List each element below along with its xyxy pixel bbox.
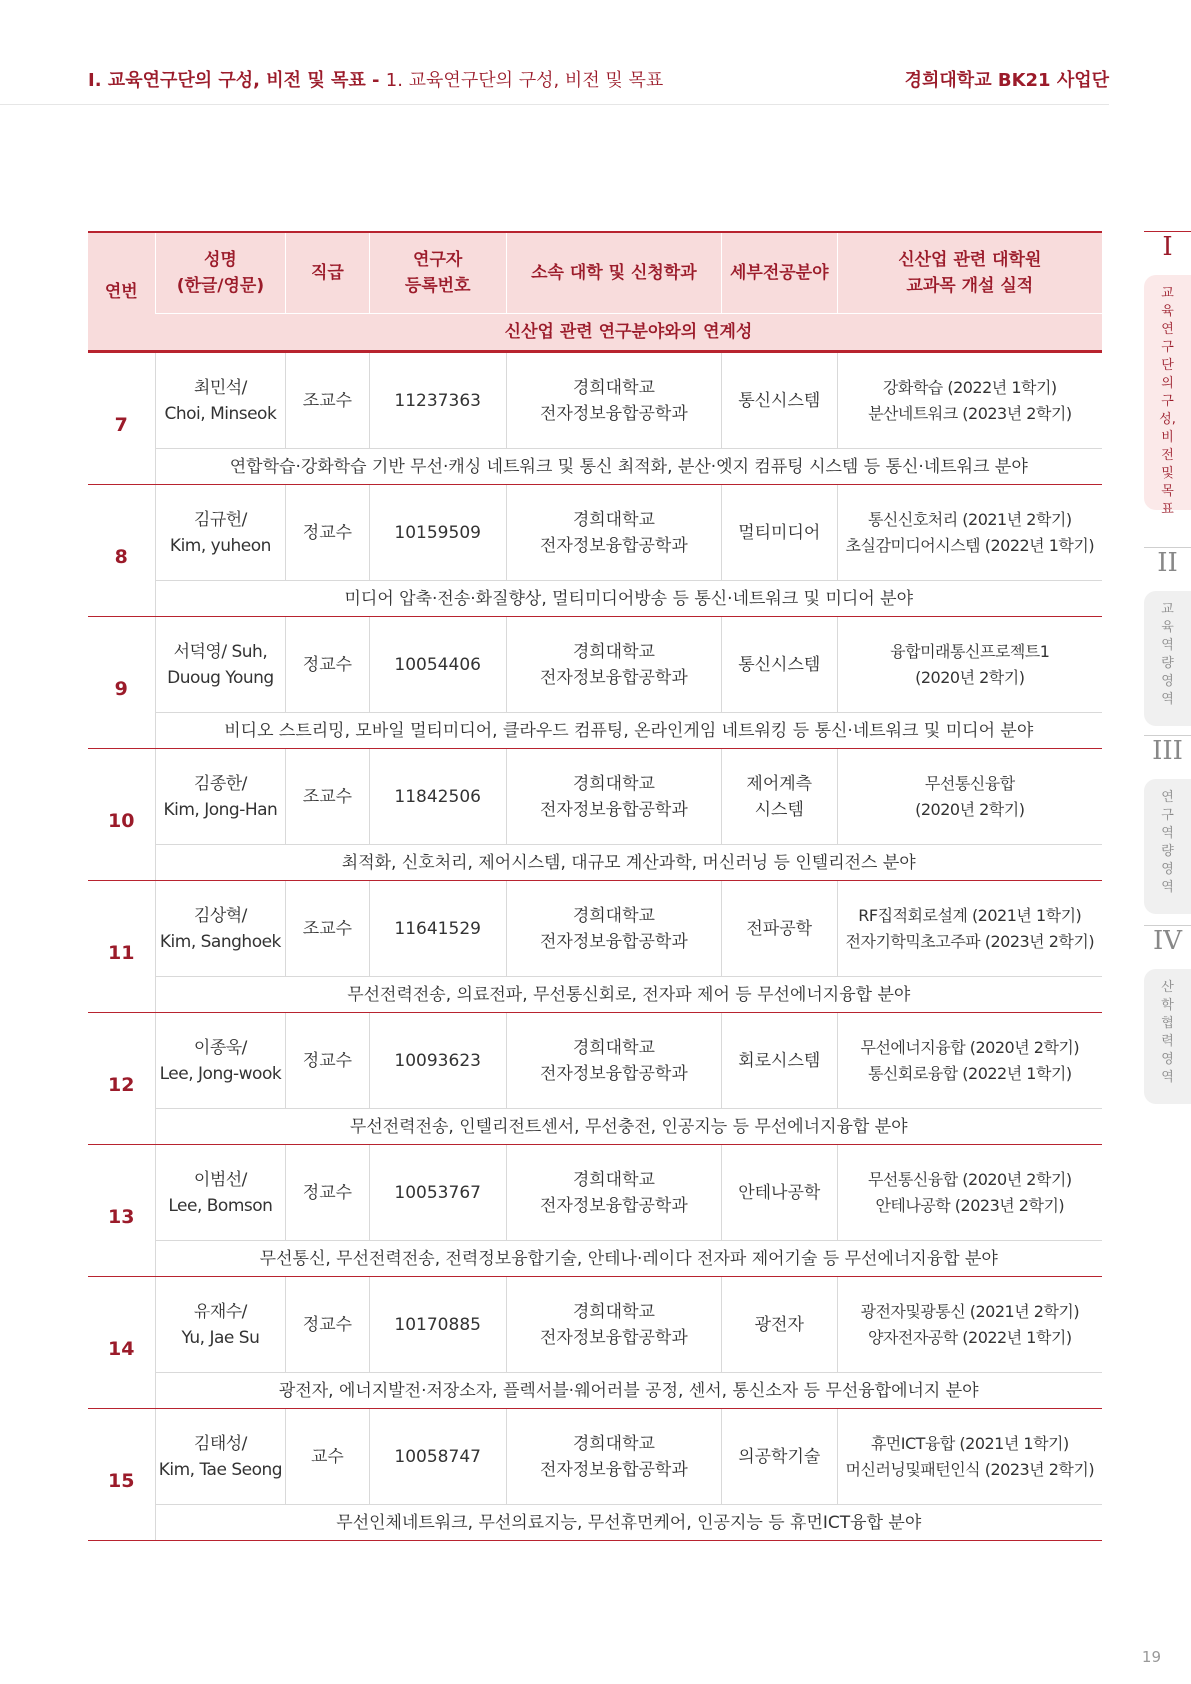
major-field: 광전자 (721, 1277, 837, 1373)
table-row (88, 617, 1102, 713)
row-number: 9 (88, 617, 155, 749)
row-number: 8 (88, 485, 155, 617)
row-number: 12 (88, 1013, 155, 1145)
row-number: 11 (88, 881, 155, 1013)
header-section: 1. 교육연구단의 구성, 비전 및 목표 (385, 70, 664, 91)
header-name: 성명 (한글/영문) (155, 232, 286, 314)
course-records: 무선통신융합 (2020년 2학기) 안테나공학 (2023년 2학기) (837, 1145, 1102, 1241)
side-tab-label: 교육역량 영역 (1161, 602, 1174, 707)
header-divider (0, 104, 1109, 105)
major-field: 안테나공학 (721, 1145, 837, 1241)
researcher-name: 유재수/ Yu, Jae Su (155, 1277, 286, 1373)
table-row-relation (88, 449, 1102, 485)
major-field: 제어계측 시스템 (721, 749, 837, 845)
side-tab-numeral: IV (1144, 925, 1191, 966)
major-field: 멀티미디어 (721, 485, 837, 581)
department: 경희대학교 전자정보융합공학과 (506, 749, 721, 845)
table-row-relation (88, 1505, 1102, 1541)
side-tab-panel (1144, 969, 1191, 1104)
course-records: 무선통신융합 (2020년 2학기) (837, 749, 1102, 845)
researcher-position: 정교수 (286, 1277, 369, 1373)
side-tab-numeral: I (1144, 231, 1191, 272)
table-row (88, 1409, 1102, 1505)
side-tab-numeral: III (1144, 735, 1191, 776)
header-relation: 신산업 관련 연구분야와의 연계성 (155, 314, 1102, 352)
header-chapter: I. 교육연구단의 구성, 비전 및 목표 - (88, 70, 386, 91)
row-number: 7 (88, 352, 155, 485)
researcher-name: 김규헌/ Kim, yuheon (155, 485, 286, 581)
research-relation: 무선전력전송, 인텔리전트센서, 무선충전, 인공지능 등 무선에너지융합 분야 (155, 1109, 1102, 1145)
header-courses: 신산업 관련 대학원 교과목 개설 실적 (837, 232, 1102, 314)
side-tab-3[interactable] (1144, 735, 1191, 914)
course-records: 휴먼ICT융합 (2021년 1학기) 머신러닝및패턴인식 (2023년 2학기) (837, 1409, 1102, 1505)
research-relation: 연합학습·강화학습 기반 무선·캐싱 네트워크 및 통신 최적화, 분산·엣지 컴퓨팅 시스템 등 통신·네트워크 분야 (155, 449, 1102, 485)
row-number: 14 (88, 1277, 155, 1409)
researcher-position: 조교수 (286, 749, 369, 845)
research-relation: 비디오 스트리밍, 모바일 멀티미디어, 클라우드 컴퓨팅, 온라인게임 네트워킹 등 통신·네트워크 및 미디어 분야 (155, 713, 1102, 749)
side-tab-panel (1144, 779, 1191, 914)
page-number: 19 (1141, 1648, 1161, 1666)
side-tab-4[interactable] (1144, 925, 1191, 1104)
registration-number: 10170885 (369, 1277, 506, 1373)
header-no: 연번 (88, 232, 155, 352)
header-position: 직급 (286, 232, 369, 314)
major-field: 회로시스템 (721, 1013, 837, 1109)
department: 경희대학교 전자정보융합공학과 (506, 1277, 721, 1373)
research-relation: 광전자, 에너지발전·저장소자, 플렉서블·웨어러블 공정, 센서, 통신소자 등 무선융합에너지 분야 (155, 1373, 1102, 1409)
table-body (88, 352, 1102, 1541)
side-tab-label: 산학협력 영역 (1161, 980, 1174, 1085)
major-field: 통신시스템 (721, 617, 837, 713)
row-number: 13 (88, 1145, 155, 1277)
registration-number: 11842506 (369, 749, 506, 845)
department: 경희대학교 전자정보융합공학과 (506, 1145, 721, 1241)
side-tab-2[interactable] (1144, 547, 1191, 726)
table-row-relation (88, 845, 1102, 881)
researcher-position: 교수 (286, 1409, 369, 1505)
table-row (88, 485, 1102, 581)
registration-number: 10058747 (369, 1409, 506, 1505)
course-records: 통신신호처리 (2021년 2학기) 초실감미디어시스템 (2022년 1학기) (837, 485, 1102, 581)
header-field: 세부전공분야 (721, 232, 837, 314)
course-records: 광전자및광통신 (2021년 2학기) 양자전자공학 (2022년 1학기) (837, 1277, 1102, 1373)
researcher-name: 최민석/ Choi, Minseok (155, 352, 286, 449)
department: 경희대학교 전자정보융합공학과 (506, 617, 721, 713)
department: 경희대학교 전자정보융합공학과 (506, 881, 721, 977)
major-field: 의공학기술 (721, 1409, 837, 1505)
researcher-name: 김종한/ Kim, Jong-Han (155, 749, 286, 845)
table-header (88, 232, 1102, 352)
table-row (88, 1145, 1102, 1241)
registration-number: 10159509 (369, 485, 506, 581)
research-relation: 최적화, 신호처리, 제어시스템, 대규모 계산과학, 머신러닝 등 인텔리전스 분야 (155, 845, 1102, 881)
registration-number: 10093623 (369, 1013, 506, 1109)
row-number: 10 (88, 749, 155, 881)
course-records: 무선에너지융합 (2020년 2학기) 통신회로융합 (2022년 1학기) (837, 1013, 1102, 1109)
side-tab-numeral: II (1144, 547, 1191, 588)
research-relation: 무선전력전송, 의료전파, 무선통신회로, 전자파 제어 등 무선에너지융합 분야 (155, 977, 1102, 1013)
header-department: 소속 대학 및 신청학과 (506, 232, 721, 314)
registration-number: 11641529 (369, 881, 506, 977)
table-row (88, 881, 1102, 977)
header-chapter-title (88, 66, 663, 92)
table-row-relation (88, 977, 1102, 1013)
department: 경희대학교 전자정보융합공학과 (506, 485, 721, 581)
table-row (88, 352, 1102, 449)
researcher-position: 정교수 (286, 485, 369, 581)
header-registration: 연구자 등록번호 (369, 232, 506, 314)
major-field: 전파공학 (721, 881, 837, 977)
researcher-name: 김상혁/ Kim, Sanghoek (155, 881, 286, 977)
side-tab-panel (1144, 275, 1191, 517)
researcher-name: 김태성/ Kim, Tae Seong (155, 1409, 286, 1505)
course-records: RF집적회로설계 (2021년 1학기) 전자기학믹초고주파 (2023년 2학기) (837, 881, 1102, 977)
header-org-name: 경희대학교 BK21 사업단 (904, 70, 1109, 91)
side-tab-label: 연구역량 영역 (1161, 790, 1174, 895)
table-row-relation (88, 1373, 1102, 1409)
research-relation: 미디어 압축·전송·화질향상, 멀티미디어방송 등 통신·네트워크 및 미디어 분야 (155, 581, 1102, 617)
department: 경희대학교 전자정보융합공학과 (506, 1013, 721, 1109)
major-field: 통신시스템 (721, 352, 837, 449)
researcher-position: 정교수 (286, 1013, 369, 1109)
research-relation: 무선통신, 무선전력전송, 전력정보융합기술, 안테나·레이다 전자파 제어기술 등 무선에너지융합 분야 (155, 1241, 1102, 1277)
table-row (88, 749, 1102, 845)
side-tab-1[interactable] (1144, 231, 1191, 517)
registration-number: 10053767 (369, 1145, 506, 1241)
table-row-relation (88, 713, 1102, 749)
researcher-position: 정교수 (286, 617, 369, 713)
researcher-name: 이종욱/ Lee, Jong-wook (155, 1013, 286, 1109)
registration-number: 11237363 (369, 352, 506, 449)
side-tab-label: 교육연구단의 구성, 비전 및 목표 (1159, 286, 1176, 517)
researcher-position: 조교수 (286, 881, 369, 977)
table-row-relation (88, 581, 1102, 617)
faculty-table (88, 231, 1102, 1541)
row-number: 15 (88, 1409, 155, 1541)
researcher-name: 이범선/ Lee, Bomson (155, 1145, 286, 1241)
table-row-relation (88, 1241, 1102, 1277)
department: 경희대학교 전자정보융합공학과 (506, 1409, 721, 1505)
page-header (88, 66, 1109, 94)
researcher-position: 조교수 (286, 352, 369, 449)
registration-number: 10054406 (369, 617, 506, 713)
table-row-relation (88, 1109, 1102, 1145)
researcher-position: 정교수 (286, 1145, 369, 1241)
table-row (88, 1013, 1102, 1109)
side-tab-panel (1144, 591, 1191, 726)
department: 경희대학교 전자정보융합공학과 (506, 352, 721, 449)
researcher-name: 서덕영/ Suh, Duoug Young (155, 617, 286, 713)
table-row (88, 1277, 1102, 1373)
research-relation: 무선인체네트워크, 무선의료지능, 무선휴먼케어, 인공지능 등 휴먼ICT융합 분야 (155, 1505, 1102, 1541)
course-records: 강화학습 (2022년 1학기) 분산네트워크 (2023년 2학기) (837, 352, 1102, 449)
course-records: 융합미래통신프로젝트1 (2020년 2학기) (837, 617, 1102, 713)
